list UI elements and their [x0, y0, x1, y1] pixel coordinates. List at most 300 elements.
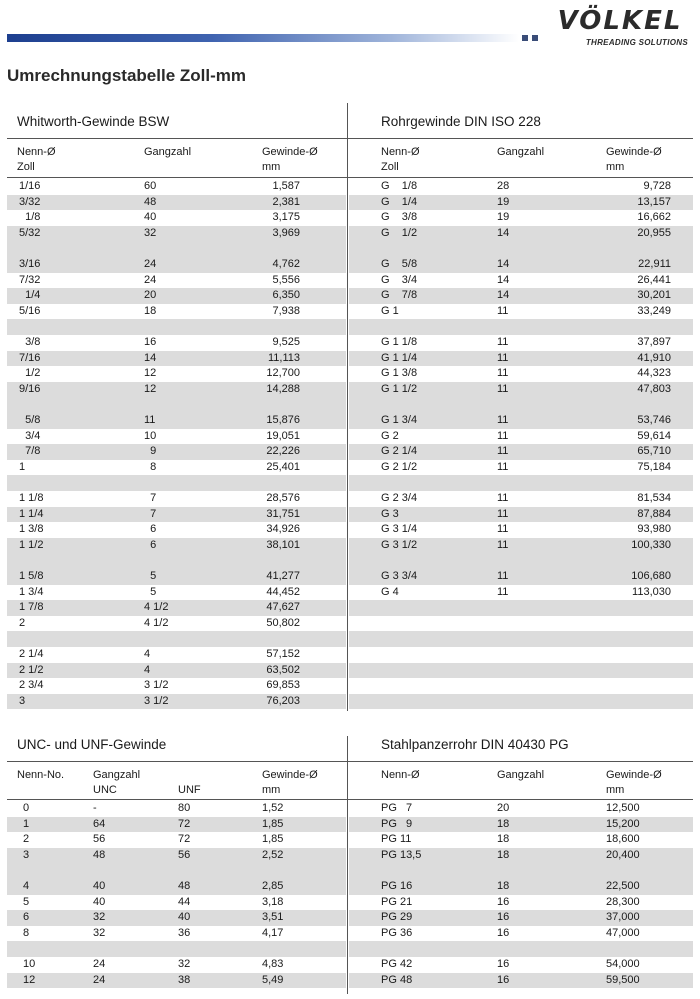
bsw-table-row [7, 585, 346, 601]
bsw-table-row [7, 678, 346, 694]
pg-cell-nenn: PG 29 [381, 911, 413, 924]
bsw-table-row [7, 647, 346, 663]
bsw-cell-gangzahl: 7 [144, 507, 157, 520]
rohr-table-row [349, 179, 693, 195]
bsw-cell-nenn: 1/16 [19, 180, 41, 192]
bsw-cell-gangzahl: 16 [144, 336, 157, 348]
header-rule [7, 799, 693, 800]
pg-cell-gangzahl: 16 [497, 926, 510, 939]
pg-cell-gewinde: 22,500 [606, 880, 640, 892]
pg-table-row [349, 957, 693, 973]
header-rule [7, 177, 693, 178]
bsw-cell-gewinde: 5,556 [272, 273, 300, 286]
pg-cell-gewinde: 59,500 [606, 973, 640, 986]
unc-table-row [7, 957, 346, 973]
rohr-table-row [349, 429, 693, 445]
rohr-separator-row [349, 241, 693, 257]
rohr-table-row [349, 351, 693, 367]
unc-cell-gewinde: 1,85 [262, 817, 284, 830]
bsw-table-row [7, 366, 346, 382]
bsw-cell-gewinde: 22,226 [266, 445, 300, 458]
unc-cell-gewinde: 3,18 [262, 895, 284, 908]
bsw-cell-gangzahl: 3 1/2 [144, 694, 169, 707]
rohr-cell-gewinde: 75,184 [637, 460, 671, 473]
rohr-table-row [349, 663, 693, 679]
bsw-table-row [7, 210, 346, 226]
bsw-cell-nenn: 3 [19, 694, 26, 707]
rohr-cell-gewinde: 65,710 [637, 445, 671, 458]
rohr-cell-nenn: G 3 [381, 507, 399, 520]
rohr-table-row [349, 335, 693, 351]
bsw-table-row [7, 335, 346, 351]
bsw-cell-gangzahl: 14 [144, 351, 157, 364]
bsw-cell-gewinde: 3,175 [272, 211, 300, 224]
bsw-header-gangzahl: Gangzahl [144, 146, 192, 158]
rohr-table-row [349, 522, 693, 538]
rohr-table-row [349, 569, 693, 585]
rohr-cell-gewinde: 81,534 [637, 492, 671, 504]
pg-separator-row [349, 941, 693, 957]
bsw-table-row [7, 226, 346, 242]
unc-table-row [7, 848, 346, 864]
bsw-separator-row [7, 241, 346, 257]
bsw-table-row [7, 429, 346, 445]
rohr-cell-gangzahl: 11 [497, 570, 509, 582]
bsw-cell-gangzahl: 4 [144, 663, 151, 676]
rohr-cell-nenn: G 1 [381, 304, 399, 317]
pg-cell-nenn: PG 48 [381, 973, 413, 986]
rohr-header-gewinde: Gewinde-Ø mm [606, 146, 662, 173]
rohr-table-row [349, 413, 693, 429]
rohr-cell-gewinde: 16,662 [637, 211, 671, 224]
unc-table-row [7, 910, 346, 926]
pg-cell-gewinde: 28,300 [606, 895, 640, 908]
rohr-table-row [349, 304, 693, 320]
bsw-cell-gewinde: 44,452 [266, 585, 300, 598]
bsw-table-row [7, 179, 346, 195]
bsw-cell-gewinde: 4,762 [272, 258, 300, 270]
pg-cell-gangzahl: 18 [497, 848, 510, 861]
bsw-cell-gangzahl: 5 [144, 570, 157, 582]
rohr-separator-row [349, 553, 693, 569]
rohr-table-row [349, 538, 693, 554]
pg-cell-nenn: PG 42 [381, 958, 413, 970]
bsw-separator-row [7, 397, 346, 413]
rohr-cell-gangzahl: 11 [497, 351, 509, 364]
pg-cell-nenn: PG 11 [381, 833, 412, 846]
rohr-table-row [349, 507, 693, 523]
bsw-cell-gewinde: 47,627 [266, 601, 300, 614]
bsw-cell-nenn: 1 5/8 [19, 570, 44, 582]
unc-cell-unf: 80 [178, 802, 191, 814]
bsw-cell-gangzahl: 12 [144, 382, 157, 395]
rohr-cell-nenn: G 1 1/2 [381, 382, 418, 395]
bsw-cell-nenn: 1/2 [19, 367, 41, 380]
rohr-cell-gewinde: 41,910 [637, 351, 671, 364]
bsw-cell-gangzahl: 3 1/2 [144, 679, 169, 692]
unc-cell-gewinde: 2,85 [262, 880, 284, 892]
pg-separator-row [349, 863, 693, 879]
bsw-table-row [7, 491, 346, 507]
unc-cell-unf: 38 [178, 973, 191, 986]
pg-cell-gangzahl: 16 [497, 958, 510, 970]
unc-cell-unf: 48 [178, 880, 191, 892]
pg-cell-nenn: PG 13,5 [381, 848, 422, 861]
rohr-cell-nenn: G 5/8 [381, 258, 418, 270]
bsw-cell-nenn: 2 1/2 [19, 663, 44, 676]
rohr-separator-row [349, 631, 693, 647]
page-title: Umrechnungstabelle Zoll-mm [7, 66, 246, 85]
rohr-table-row [349, 195, 693, 211]
bsw-table-row [7, 507, 346, 523]
unc-cell-unf: 56 [178, 848, 191, 861]
bsw-cell-gangzahl: 6 [144, 538, 157, 551]
rohr-table-row [349, 366, 693, 382]
bsw-cell-nenn: 9/16 [19, 382, 41, 395]
unc-title: UNC- und UNF-Gewinde [17, 737, 167, 752]
unc-header-nenn: Nenn-No. [17, 769, 65, 781]
rohr-cell-gewinde: 44,323 [637, 367, 671, 380]
unc-table-row [7, 817, 346, 833]
rohr-cell-gangzahl: 11 [497, 507, 509, 520]
unc-cell-gewinde: 3,51 [262, 911, 284, 924]
header-dash [522, 35, 528, 41]
rohr-separator-row [349, 475, 693, 491]
unc-cell-unc: 32 [93, 911, 106, 924]
bsw-separator-row [7, 631, 346, 647]
pg-title: Stahlpanzerrohr DIN 40430 PG [381, 737, 569, 752]
bsw-cell-gangzahl: 7 [144, 492, 157, 504]
bsw-cell-nenn: 2 [19, 616, 26, 629]
rohr-table-row [349, 273, 693, 289]
rohr-table-row [349, 491, 693, 507]
bsw-table-row [7, 538, 346, 554]
bsw-cell-nenn: 1 7/8 [19, 601, 44, 614]
bsw-cell-gangzahl: 10 [144, 429, 157, 442]
rohr-cell-nenn: G 3 3/4 [381, 570, 418, 582]
rohr-cell-gewinde: 106,680 [631, 570, 671, 582]
rohr-table-row [349, 226, 693, 242]
bsw-table-row [7, 460, 346, 476]
bsw-cell-gewinde: 41,277 [266, 570, 300, 582]
rohr-cell-gangzahl: 11 [497, 367, 509, 380]
pg-cell-nenn: PG 36 [381, 926, 413, 939]
rohr-cell-gangzahl: 11 [497, 460, 509, 473]
bsw-table-row [7, 694, 346, 710]
bsw-cell-nenn: 1 1/4 [19, 507, 44, 520]
bsw-title: Whitworth-Gewinde BSW [17, 114, 170, 129]
logo-tagline: THREADING SOLUTIONS [585, 38, 688, 47]
unc-cell-unc: 48 [93, 848, 106, 861]
rohr-separator-row [349, 397, 693, 413]
rohr-cell-nenn: G 2 1/2 [381, 460, 418, 473]
unc-separator-row [7, 941, 346, 957]
rohr-table-row [349, 288, 693, 304]
bsw-cell-gangzahl: 40 [144, 211, 157, 224]
rohr-cell-gangzahl: 11 [497, 429, 509, 442]
rohr-separator-row [349, 319, 693, 335]
header-gradient-band [7, 34, 519, 42]
rohr-cell-gewinde: 9,728 [643, 180, 671, 192]
rohr-cell-gangzahl: 19 [497, 195, 510, 208]
rohr-table-row [349, 616, 693, 632]
rohr-cell-nenn: G 3/4 [381, 273, 418, 286]
rohr-cell-nenn: G 1/8 [381, 180, 418, 192]
unc-cell-nenn: 3 [23, 848, 30, 861]
rohr-cell-nenn: G 1 1/8 [381, 336, 418, 348]
pg-table-row [349, 848, 693, 864]
rohr-cell-gangzahl: 11 [497, 523, 509, 536]
rohr-cell-gangzahl: 11 [497, 414, 509, 426]
rohr-cell-nenn: G 2 1/4 [381, 445, 418, 458]
bsw-cell-nenn: 7/16 [19, 351, 41, 364]
rohr-cell-nenn: G 1/4 [381, 195, 418, 208]
rohr-cell-gangzahl: 14 [497, 226, 510, 239]
bsw-cell-gewinde: 9,525 [272, 336, 300, 348]
bsw-table-row [7, 569, 346, 585]
rohr-cell-gangzahl: 11 [497, 585, 509, 598]
pg-table-row [349, 910, 693, 926]
unc-cell-unc: 64 [93, 817, 106, 830]
rohr-cell-gewinde: 53,746 [637, 414, 671, 426]
rohr-table-row [349, 460, 693, 476]
unc-cell-unc: 56 [93, 833, 106, 846]
column-divider [347, 736, 348, 994]
pg-header-nenn: Nenn-Ø [381, 769, 420, 781]
rohr-cell-gewinde: 13,157 [637, 195, 671, 208]
rohr-cell-gangzahl: 14 [497, 289, 510, 302]
bsw-cell-nenn: 1 1/8 [19, 492, 44, 504]
pg-cell-nenn: PG 7 [381, 802, 413, 814]
rohr-cell-gewinde: 113,030 [632, 585, 671, 598]
bsw-table-row [7, 522, 346, 538]
rohr-cell-gewinde: 59,614 [637, 429, 671, 442]
bsw-cell-gewinde: 25,401 [266, 460, 300, 473]
bsw-table-row [7, 616, 346, 632]
rohr-table-row [349, 647, 693, 663]
column-divider [347, 103, 348, 711]
unc-table-row [7, 832, 346, 848]
unc-cell-gewinde: 1,85 [262, 833, 284, 846]
unc-cell-gewinde: 2,52 [262, 848, 284, 861]
unc-header-unc: Gangzahl UNC [93, 769, 141, 796]
rohr-table-row [349, 257, 693, 273]
bsw-cell-gangzahl: 4 1/2 [144, 601, 169, 614]
unc-cell-nenn: 12 [23, 973, 36, 986]
bsw-cell-nenn: 5/16 [19, 304, 41, 317]
pg-table-row [349, 817, 693, 833]
bsw-cell-gangzahl: 20 [144, 289, 157, 302]
rohr-cell-gewinde: 47,803 [637, 382, 671, 395]
unc-cell-nenn: 6 [23, 911, 30, 924]
unc-cell-gewinde: 5,49 [262, 973, 284, 986]
rohr-cell-gangzahl: 28 [497, 180, 510, 192]
unc-separator-row [7, 863, 346, 879]
pg-cell-nenn: PG 9 [381, 817, 413, 830]
bsw-cell-gewinde: 15,876 [266, 414, 300, 426]
pg-cell-gangzahl: 16 [497, 973, 510, 986]
rohr-cell-gewinde: 33,249 [637, 304, 671, 317]
bsw-separator-row [7, 553, 346, 569]
unc-cell-unf: 40 [178, 911, 191, 924]
bsw-cell-gangzahl: 5 [144, 585, 157, 598]
bsw-cell-gewinde: 50,802 [266, 616, 300, 629]
unc-cell-unf: 44 [178, 895, 191, 908]
bsw-cell-gewinde: 38,101 [266, 538, 300, 551]
unc-table-row [7, 879, 346, 895]
bsw-cell-gangzahl: 12 [144, 367, 157, 380]
unc-cell-unc: 24 [93, 973, 106, 986]
bsw-cell-gangzahl: 32 [144, 226, 157, 239]
bsw-cell-gewinde: 31,751 [266, 507, 300, 520]
bsw-cell-gewinde: 11,113 [267, 351, 300, 364]
bsw-cell-nenn: 3/32 [19, 195, 41, 208]
rohr-cell-gangzahl: 11 [497, 304, 509, 317]
pg-cell-nenn: PG 16 [381, 880, 413, 892]
unc-cell-gewinde: 4,17 [262, 926, 284, 939]
bsw-table-row [7, 663, 346, 679]
unc-table-row [7, 926, 346, 942]
rohr-table-row [349, 210, 693, 226]
bsw-cell-gangzahl: 18 [144, 304, 157, 317]
pg-table-row [349, 832, 693, 848]
unc-cell-nenn: 5 [23, 895, 30, 908]
unc-cell-nenn: 0 [23, 802, 30, 814]
bsw-cell-gewinde: 14,288 [266, 382, 300, 395]
pg-cell-gewinde: 18,600 [606, 833, 640, 846]
bsw-table-row [7, 382, 346, 398]
rohr-cell-nenn: G 3/8 [381, 211, 418, 224]
bsw-cell-gewinde: 28,576 [266, 492, 300, 504]
unc-cell-nenn: 8 [23, 926, 30, 939]
rohr-header-gangzahl: Gangzahl [497, 146, 545, 158]
rohr-cell-gewinde: 37,897 [637, 336, 671, 348]
pg-cell-gewinde: 20,400 [606, 848, 640, 861]
bsw-table-row [7, 273, 346, 289]
pg-cell-gewinde: 15,200 [606, 817, 640, 830]
bsw-cell-nenn: 5/32 [19, 226, 41, 239]
bsw-cell-nenn: 1/4 [19, 289, 41, 302]
bsw-table-row [7, 413, 346, 429]
rohr-cell-gangzahl: 14 [497, 258, 510, 270]
bsw-cell-nenn: 3/16 [19, 258, 41, 270]
bsw-cell-gewinde: 2,381 [272, 195, 300, 208]
rohr-table-row [349, 678, 693, 694]
rohr-cell-gangzahl: 11 [497, 492, 509, 504]
rohr-cell-nenn: G 7/8 [381, 289, 418, 302]
rohr-table-row [349, 585, 693, 601]
bsw-cell-gewinde: 12,700 [266, 367, 300, 380]
rohr-cell-nenn: G 2 3/4 [381, 492, 418, 504]
pg-cell-gangzahl: 16 [497, 911, 510, 924]
bsw-cell-nenn: 1 3/8 [19, 523, 44, 536]
bsw-cell-gangzahl: 48 [144, 195, 157, 208]
rohr-title: Rohrgewinde DIN ISO 228 [381, 114, 541, 129]
bsw-table-row [7, 195, 346, 211]
bsw-cell-gewinde: 6,350 [272, 289, 300, 302]
rohr-table-row [349, 600, 693, 616]
rohr-cell-nenn: G 3 1/4 [381, 523, 418, 536]
voelkel-logo [546, 6, 694, 52]
unc-table-row [7, 895, 346, 911]
rohr-cell-nenn: G 1 1/4 [381, 351, 418, 364]
pg-header-gangzahl: Gangzahl [497, 769, 545, 781]
rohr-cell-gewinde: 22,911 [638, 258, 671, 270]
pg-cell-gangzahl: 20 [497, 802, 510, 814]
unc-cell-nenn: 1 [23, 817, 30, 830]
bsw-cell-nenn: 1 [19, 460, 26, 473]
unc-cell-unc: 40 [93, 895, 106, 908]
bsw-cell-gewinde: 57,152 [266, 648, 300, 660]
pg-cell-gewinde: 54,000 [606, 958, 640, 970]
pg-cell-gangzahl: 18 [497, 833, 510, 846]
bsw-cell-gangzahl: 24 [144, 273, 157, 286]
rohr-cell-gewinde: 26,441 [637, 273, 671, 286]
unc-cell-gewinde: 1,52 [262, 802, 284, 814]
pg-cell-gewinde: 37,000 [606, 911, 640, 924]
pg-table-row [349, 879, 693, 895]
bsw-cell-nenn: 1/8 [19, 211, 41, 224]
bsw-cell-gewinde: 3,969 [272, 226, 300, 239]
pg-cell-gangzahl: 18 [497, 817, 510, 830]
rohr-cell-nenn: G 4 [381, 585, 399, 598]
bsw-cell-nenn: 7/32 [19, 273, 41, 286]
bsw-cell-gangzahl: 4 1/2 [144, 616, 169, 629]
rohr-cell-gewinde: 20,955 [637, 226, 671, 239]
bsw-cell-gangzahl: 24 [144, 258, 157, 270]
bsw-cell-gangzahl: 4 [144, 648, 151, 660]
bsw-cell-gangzahl: 11 [144, 414, 156, 426]
bsw-cell-gewinde: 63,502 [266, 663, 300, 676]
rohr-table-row [349, 382, 693, 398]
rohr-cell-gangzahl: 19 [497, 211, 510, 224]
bsw-cell-nenn: 3/8 [19, 336, 41, 348]
rohr-cell-nenn: G 2 [381, 429, 399, 442]
rohr-cell-gangzahl: 11 [497, 445, 509, 458]
bsw-table-row [7, 444, 346, 460]
bsw-header-nenn: Nenn-Ø Zoll [17, 146, 56, 173]
rohr-cell-gewinde: 93,980 [637, 523, 671, 536]
bsw-cell-gewinde: 69,853 [266, 679, 300, 692]
pg-cell-gewinde: 12,500 [606, 802, 640, 814]
rohr-header-nenn: Nenn-Ø Zoll [381, 146, 420, 173]
rohr-cell-gangzahl: 14 [497, 273, 510, 286]
unc-cell-unc: 32 [93, 926, 106, 939]
unc-header-unf: UNF [178, 784, 201, 796]
bsw-cell-gangzahl: 8 [144, 460, 157, 473]
bsw-separator-row [7, 319, 346, 335]
header-dash [532, 35, 538, 41]
rohr-cell-gangzahl: 11 [497, 382, 509, 395]
bsw-cell-gangzahl: 6 [144, 523, 157, 536]
rohr-cell-gewinde: 100,330 [631, 538, 671, 551]
unc-cell-nenn: 2 [23, 833, 30, 846]
logo-word: VÖLKEL [557, 6, 683, 36]
pg-table-row [349, 973, 693, 989]
bsw-cell-nenn: 7/8 [19, 445, 41, 458]
bsw-table-row [7, 257, 346, 273]
bsw-cell-gewinde: 76,203 [266, 694, 300, 707]
bsw-cell-nenn: 2 1/4 [19, 648, 44, 660]
bsw-table-row [7, 351, 346, 367]
unc-cell-unc: - [93, 802, 97, 814]
unc-cell-nenn: 4 [23, 880, 30, 892]
rohr-cell-nenn: G 3 1/2 [381, 538, 418, 551]
bsw-cell-nenn: 3/4 [19, 429, 41, 442]
rohr-table-row [349, 694, 693, 710]
bsw-table-row [7, 304, 346, 320]
pg-table-row [349, 895, 693, 911]
